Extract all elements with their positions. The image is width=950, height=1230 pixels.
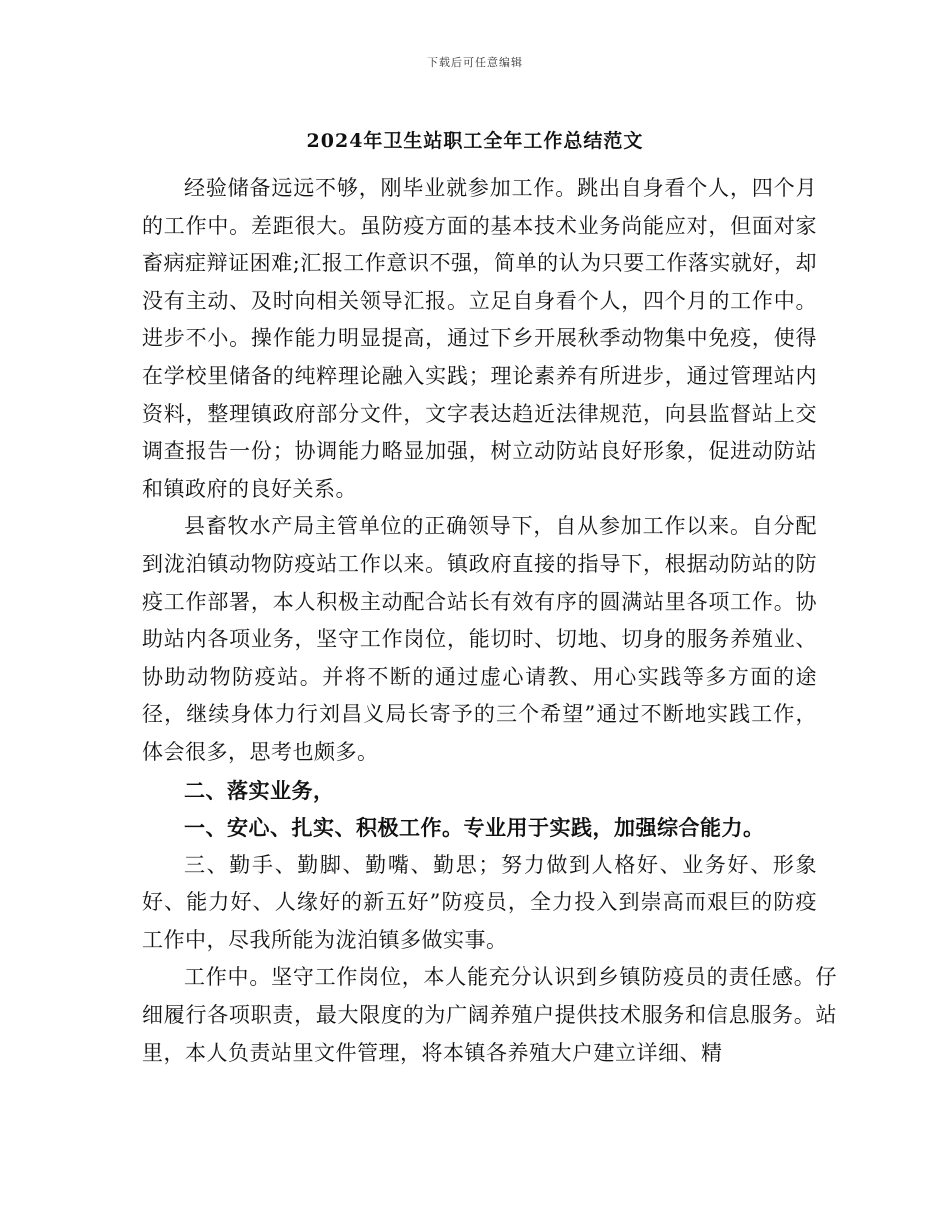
section-heading-implement-business: 二、落实业务，	[184, 777, 335, 803]
section-heading-work-attitude: 一、安心、扎实、积极工作。专业用于实践，加强综合能力。	[184, 815, 765, 841]
paragraph-duties: 工作中。坚守工作岗位，本人能充分认识到乡镇防疫员的责任感。仔细履行各项职责，最大限度的为广阔养殖户提供技术服务和信息服务。站里，本人负责站里文件管理，将本镇各养殖大户建立详细、精	[142, 965, 837, 1065]
document-body	[142, 170, 837, 1072]
paragraph-experience: 经验储备远远不够，刚毕业就参加工作。跳出自身看个人，四个月的工作中。差距很大。虽防疫方面的基本技术业务尚能应对，但面对家畜病症辩证困难;汇报工作意识不强，简单的认为只要工作落实就好，却没有主动、及时向相关领导汇报。立足自身看个人，四个月的工作中。进步不小。操作能力明显提高，通过下乡开展秋季动物集中免疫，使得在学校里储备的纯粹理论融入实践；理论素养有所进步，通过管理站内资料，整理镇政府部分文件，文字表达趋近法律规范，向县监督站上交调查报告一份；协调能力略显加强，树立动防站良好形象，促进动防站和镇政府的良好关系。	[142, 176, 817, 501]
page-header-note: 下载后可任意编辑	[427, 56, 523, 69]
paragraph-diligence: 三、勤手、勤脚、勤嘴、勤思；努力做到人格好、业务好、形象好、能力好、人缘好的新五好”防疫员，全力投入到崇高而艰巨的防疫工作中，尽我所能为泷泊镇多做实事。	[142, 852, 817, 952]
paragraph-leadership: 县畜牧水产局主管单位的正确领导下，自从参加工作以来。自分配到泷泊镇动物防疫站工作以来。镇政府直接的指导下，根据动防站的防疫工作部署，本人积极主动配合站长有效有序的圆满站里各项工作。协助站内各项业务，坚守工作岗位，能切时、切地、切身的服务养殖业、协助动物防疫站。并将不断的通过虚心请教、用心实践等多方面的途径，继续身体力行刘昌义局长寄予的三个希望”通过不断地实践工作，体会很多，思考也颇多。	[142, 514, 817, 764]
document-title: 2024年卫生站职工全年工作总结范文	[306, 130, 644, 152]
